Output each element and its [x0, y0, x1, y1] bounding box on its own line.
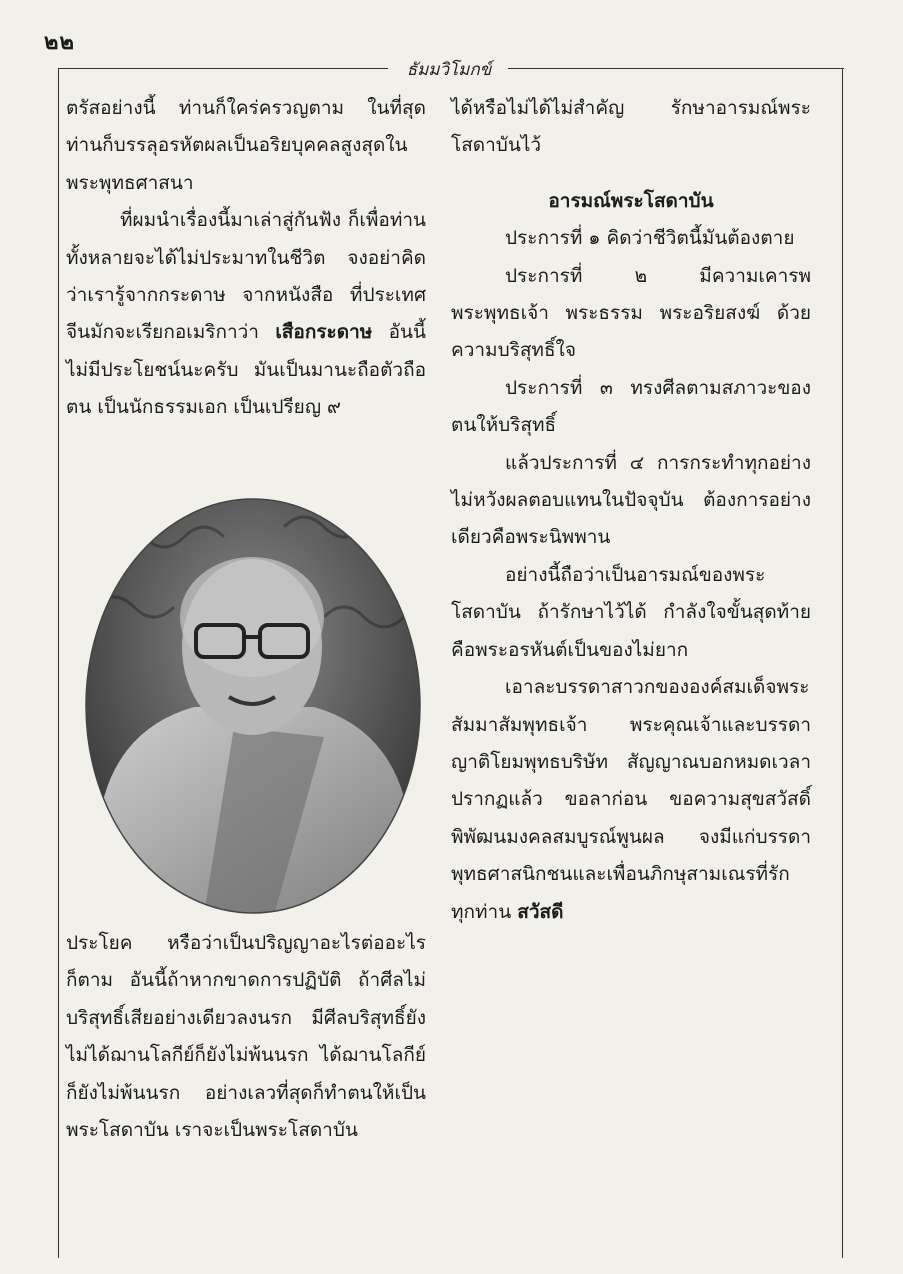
emphasis-paper-tiger: เสือกระดาษ — [275, 321, 373, 344]
paragraph — [451, 669, 811, 931]
text-run: ที่ผมนำเรื่องนี้มาเล่าสู่กันฟัง ก็เพื่อท่านทั้งหลายจะได้ไม่ประมาทในชีวิต จงอย่าคิดว่าเรารู้จากกระดาษ จากหนังสือ ที่ประเทศจีนมักจะเรียกอเมริกาว่า — [66, 209, 426, 344]
running-head: ธัมมวิโมกข์ — [406, 60, 492, 80]
list-item: แล้วประการที่ ๔ การกระทำทุกอย่างไม่หวังผลตอบแทนในปัจจุบัน ต้องการอย่างเดียวคือพระนิพพาน — [451, 451, 811, 549]
list-item: ประการที่ ๓ ทรงศีลตามสภาวะของตนให้บริสุทธิ์ — [451, 376, 811, 437]
paragraph: ได้หรือไม่ได้ไม่สำคัญ รักษาอารมณ์พระโสดาบันไว้ — [451, 97, 811, 157]
frame-top-rule-right — [508, 68, 844, 69]
text-run: เอาละบรรดาสาวกขององค์สมเด็จพระสัมมาสัมพุทธเจ้า พระคุณเจ้าและบรรดาญาติโยมพุทธบริษัท สัญญาณบอกหมดเวลาปรากฏแล้ว ขอลาก่อน ขอความสุขสวัสดิ์พิพัฒนมงคลสมบูรณ์พูนผล จงมีแก่บรรดาพุทธศาสนิกชนและเพื่อนภิกษุสามเณรที่รักทุกท่าน — [451, 676, 811, 923]
page-number: ๒๒ — [44, 29, 76, 55]
monk-portrait-photo — [84, 497, 422, 915]
section-heading: อารมณ์พระโสดาบัน — [548, 189, 714, 212]
frame-top-rule-left — [58, 68, 388, 69]
left-column-bottom — [66, 925, 426, 1149]
paragraph — [66, 202, 426, 426]
text-run: อันนี้ไม่มีประโยชน์นะครับ มันเป็นมานะถือตัวถือตน เป็นนักธรรมเอก เป็นเปรียญ ๙ — [66, 321, 426, 419]
left-column-top — [66, 90, 426, 427]
right-column — [451, 90, 811, 931]
list-item: ประการที่ ๑ คิดว่าชีวิตนี้มันต้องตาย — [505, 227, 795, 250]
frame-right-rule — [842, 68, 843, 1258]
closing-greeting: สวัสดี — [517, 900, 564, 923]
list-item: ประการที่ ๒ มีความเคารพพระพุทธเจ้า พระธรรม พระอริยสงฆ์ ด้วยความบริสุทธิ์ใจ — [451, 264, 811, 362]
paragraph: ประโยค หรือว่าเป็นปริญญาอะไรต่ออะไรก็ตาม อันนี้ถ้าหากขาดการปฏิบัติ ถ้าศีลไม่บริสุทธิ์เสียอย่างเดียวลงนรก มีศีลบริสุทธิ์ยังไม่ได้ฌานโลกีย์ก็ยังไม่พ้นนรก ได้ฌานโลกีย์ก็ยังไม่พ้นนรก อย่างเลวที่สุดก็ทำตนให้เป็นพระโสดาบัน เราจะเป็นพระโสดาบัน — [66, 932, 426, 1142]
paragraph: อย่างนี้ถือว่าเป็นอารมณ์ของพระโสดาบัน ถ้ารักษาไว้ได้ กำลังใจขั้นสุดท้ายคือพระอรหันต์เป็นของไม่ยาก — [451, 563, 811, 661]
frame-left-rule — [58, 68, 59, 1258]
paragraph: ตรัสอย่างนี้ ท่านก็ใคร่ครวญตาม ในที่สุดท่านก็บรรลุอรหัตผลเป็นอริยบุคคลสูงสุดในพระพุทธศาสนา — [66, 97, 426, 194]
